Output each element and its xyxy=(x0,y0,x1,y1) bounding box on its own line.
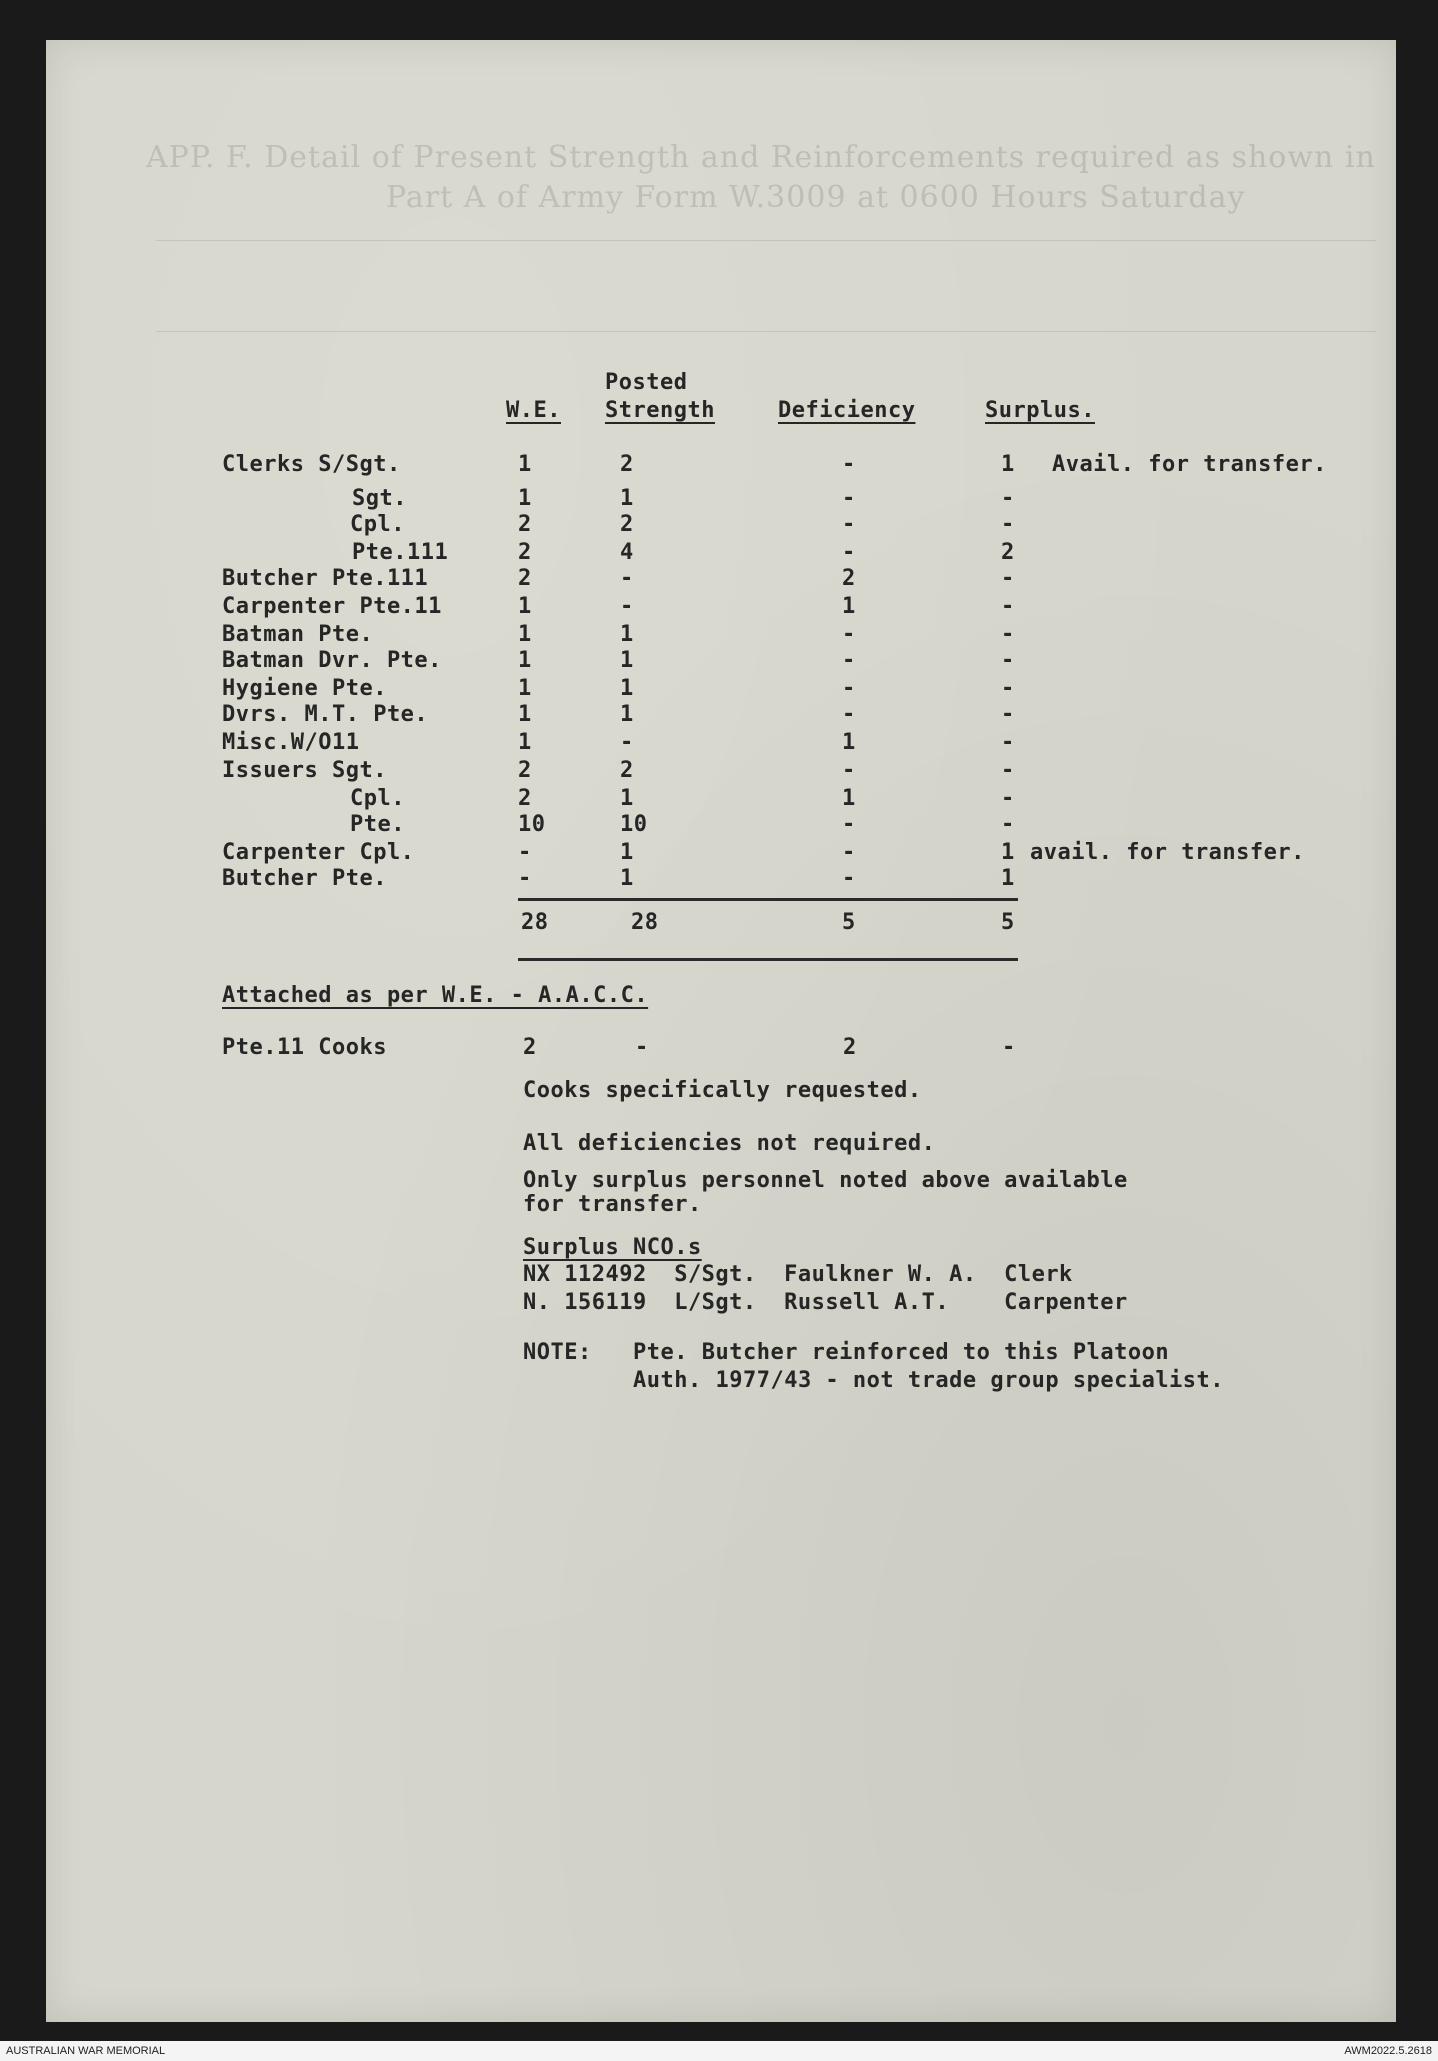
row-posted: - xyxy=(620,594,634,619)
row-surplus: - xyxy=(1001,812,1015,837)
row-deficiency: - xyxy=(842,840,856,865)
row-posted: 2 xyxy=(620,512,634,537)
row-surplus: - xyxy=(1001,486,1015,511)
row-posted: - xyxy=(620,566,634,591)
totals-top-rule xyxy=(518,898,1018,901)
row-surplus: 1 xyxy=(1001,452,1015,477)
note-surplus-line-2: for transfer. xyxy=(523,1192,702,1217)
row-deficiency: - xyxy=(842,648,856,673)
row-surplus: - xyxy=(1001,648,1015,673)
row-surplus: - xyxy=(1001,786,1015,811)
row-label: Sgt. xyxy=(352,486,407,511)
row-posted: 1 xyxy=(620,648,634,673)
footer-right: AWM2022.5.2618 xyxy=(1344,2045,1432,2057)
row-label: Cpl. xyxy=(350,512,405,537)
row-surplus: - xyxy=(1001,730,1015,755)
nco-heading: Surplus NCO.s xyxy=(523,1235,702,1260)
row-surplus: - xyxy=(1001,676,1015,701)
row-we: 2 xyxy=(518,566,532,591)
row-surplus: 2 xyxy=(1001,540,1015,565)
row-label: Clerks S/Sgt. xyxy=(222,452,401,477)
row-posted: 2 xyxy=(620,758,634,783)
row-label: Misc.W/O11 xyxy=(222,730,360,755)
total-surplus: 5 xyxy=(1001,910,1015,935)
row-posted: 2 xyxy=(620,452,634,477)
row-posted: 1 xyxy=(620,676,634,701)
row-deficiency: 1 xyxy=(842,786,856,811)
row-posted: - xyxy=(620,730,634,755)
row-deficiency: - xyxy=(842,866,856,891)
row-deficiency: - xyxy=(842,512,856,537)
row-deficiency: - xyxy=(842,540,856,565)
row-label: Butcher Pte. xyxy=(222,866,387,891)
row-posted: 4 xyxy=(620,540,634,565)
header-we: W.E. xyxy=(506,398,561,423)
row-label: Dvrs. M.T. Pte. xyxy=(222,702,429,727)
total-we: 28 xyxy=(521,910,549,935)
row-label: Carpenter Pte.11 xyxy=(222,594,442,619)
header-posted: Posted xyxy=(605,370,688,395)
attached-deficiency: 2 xyxy=(843,1035,857,1060)
note-cooks: Cooks specifically requested. xyxy=(523,1078,922,1103)
footer-left: AUSTRALIAN WAR MEMORIAL xyxy=(6,2045,166,2057)
total-deficiency: 5 xyxy=(842,910,856,935)
note-deficiencies: All deficiencies not required. xyxy=(523,1131,936,1156)
row-we: 2 xyxy=(518,540,532,565)
attached-we: 2 xyxy=(523,1035,537,1060)
row-surplus: - xyxy=(1001,622,1015,647)
row-deficiency: - xyxy=(842,812,856,837)
row-we: 1 xyxy=(518,676,532,701)
row-note: Avail. for transfer. xyxy=(1052,452,1327,477)
attached-heading: Attached as per W.E. - A.A.C.C. xyxy=(222,983,649,1008)
row-we: 1 xyxy=(518,452,532,477)
row-surplus: - xyxy=(1001,566,1015,591)
bleed-through-grid xyxy=(156,240,1376,332)
row-label: Butcher Pte.111 xyxy=(222,566,429,591)
row-deficiency: - xyxy=(842,486,856,511)
row-surplus: - xyxy=(1001,512,1015,537)
row-we: 10 xyxy=(518,812,546,837)
attached-posted: - xyxy=(635,1035,649,1060)
row-surplus: 1 xyxy=(1001,840,1015,865)
row-label: Batman Dvr. Pte. xyxy=(222,648,442,673)
row-surplus: - xyxy=(1001,594,1015,619)
row-deficiency: 1 xyxy=(842,730,856,755)
row-we: - xyxy=(518,866,532,891)
row-deficiency: - xyxy=(842,702,856,727)
row-surplus: 1 xyxy=(1001,866,1015,891)
row-we: - xyxy=(518,840,532,865)
row-note: avail. for transfer. xyxy=(1030,840,1305,865)
row-surplus: - xyxy=(1001,758,1015,783)
row-label: Hygiene Pte. xyxy=(222,676,387,701)
row-posted: 1 xyxy=(620,866,634,891)
row-we: 1 xyxy=(518,648,532,673)
row-we: 1 xyxy=(518,486,532,511)
total-posted: 28 xyxy=(631,910,659,935)
row-we: 1 xyxy=(518,622,532,647)
bleed-through-line-2: Part A of Army Form W.3009 at 0600 Hours Saturday xyxy=(386,180,1246,215)
row-posted: 10 xyxy=(620,812,648,837)
row-posted: 1 xyxy=(620,702,634,727)
row-we: 2 xyxy=(518,512,532,537)
row-posted: 1 xyxy=(620,622,634,647)
document-page xyxy=(46,40,1396,2022)
row-posted: 1 xyxy=(620,486,634,511)
header-strength: Strength xyxy=(605,398,715,423)
attached-surplus: - xyxy=(1002,1035,1016,1060)
row-we: 2 xyxy=(518,758,532,783)
row-label: Cpl. xyxy=(350,786,405,811)
row-deficiency: - xyxy=(842,676,856,701)
row-deficiency: - xyxy=(842,758,856,783)
note-surplus-line-1: Only surplus personnel noted above available xyxy=(523,1168,1128,1193)
note-line-1: Pte. Butcher reinforced to this Platoon xyxy=(633,1340,1170,1365)
totals-bottom-rule xyxy=(518,958,1018,961)
note-line-2: Auth. 1977/43 - not trade group specialist. xyxy=(633,1368,1225,1393)
header-surplus: Surplus. xyxy=(985,398,1095,423)
row-deficiency: 1 xyxy=(842,594,856,619)
row-deficiency: - xyxy=(842,622,856,647)
bleed-through-line-1: APP. F. Detail of Present Strength and Reinforcements required as shown in xyxy=(146,140,1376,175)
row-we: 1 xyxy=(518,730,532,755)
nco-row-2: N. 156119 L/Sgt. Russell A.T. Carpenter xyxy=(523,1290,1128,1315)
row-posted: 1 xyxy=(620,786,634,811)
row-posted: 1 xyxy=(620,840,634,865)
row-deficiency: - xyxy=(842,452,856,477)
note-label: NOTE: xyxy=(523,1340,592,1365)
row-we: 1 xyxy=(518,702,532,727)
row-deficiency: 2 xyxy=(842,566,856,591)
row-surplus: - xyxy=(1001,702,1015,727)
nco-row-1: NX 112492 S/Sgt. Faulkner W. A. Clerk xyxy=(523,1262,1073,1287)
row-label: Pte.111 xyxy=(352,540,449,565)
row-we: 1 xyxy=(518,594,532,619)
row-label: Pte. xyxy=(350,812,405,837)
row-label: Carpenter Cpl. xyxy=(222,840,415,865)
header-deficiency: Deficiency xyxy=(778,398,916,423)
row-label: Batman Pte. xyxy=(222,622,374,647)
row-label: Issuers Sgt. xyxy=(222,758,387,783)
attached-label: Pte.11 Cooks xyxy=(222,1035,387,1060)
archive-footer xyxy=(0,2041,1438,2061)
row-we: 2 xyxy=(518,786,532,811)
